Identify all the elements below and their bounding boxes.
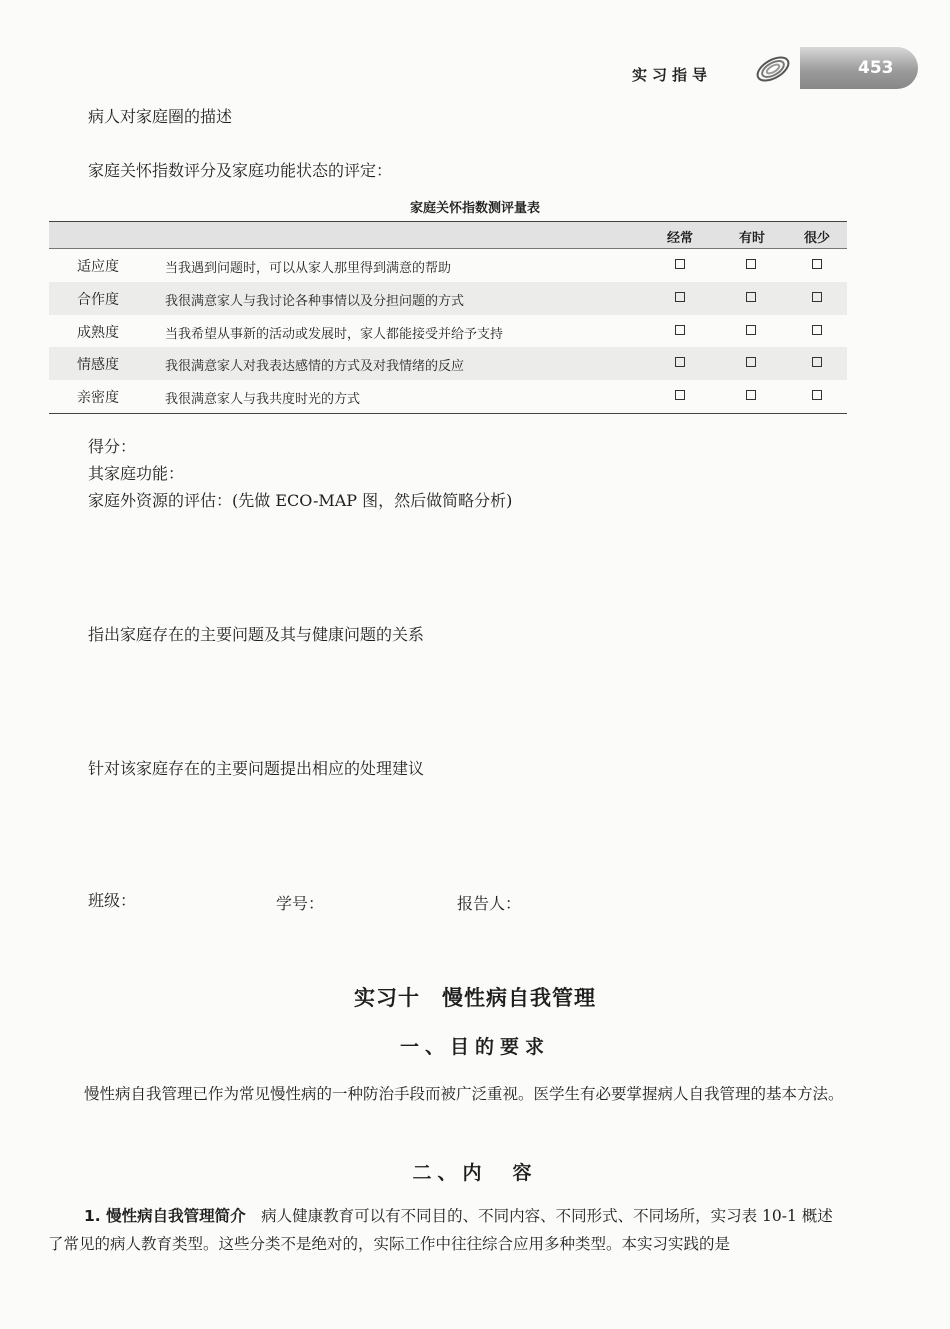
section-heading-objectives: 一、目的要求 — [399, 1036, 550, 1058]
reporter-label: 报告人： — [457, 894, 522, 913]
score-label: 得分： — [88, 437, 137, 456]
class-label: 班级： — [88, 891, 137, 910]
dimension-label: 成熟度 — [77, 324, 119, 341]
running-title: 实习指导 — [632, 66, 713, 84]
apgar-intro: 家庭关怀指数评分及家庭功能状态的评定： — [88, 161, 393, 180]
question-text: 我很满意家人对我表达感情的方式及对我情绪的反应 — [165, 359, 465, 375]
often-checkbox[interactable] — [675, 325, 685, 335]
question-text: 我很满意家人与我讨论各种事情以及分担问题的方式 — [165, 293, 465, 309]
dimension-label: 合作度 — [77, 291, 119, 308]
dimension-label: 适应度 — [77, 259, 119, 275]
often-checkbox[interactable] — [675, 259, 685, 269]
sometimes-checkbox[interactable] — [746, 325, 756, 335]
sometimes-checkbox[interactable] — [746, 390, 756, 400]
rarely-checkbox[interactable] — [812, 292, 822, 302]
rarely-checkbox[interactable] — [812, 357, 822, 367]
header-sometimes: 有时 — [738, 231, 765, 246]
content-text: 病人健康教育可以有不同目的、不同内容、不同形式、不同场所，实习表 10-1 概述了常见的病人教育类型。这些分类不是绝对的，实际工作中往往综合应用多种类型。本实习实践的是 — [48, 1207, 833, 1253]
header-often: 经常 — [666, 231, 693, 246]
table-row — [49, 380, 847, 413]
header-rarely: 很少 — [803, 231, 830, 246]
rarely-checkbox[interactable] — [812, 259, 822, 269]
main-problems-label: 指出家庭存在的主要问题及其与健康问题的关系 — [88, 625, 425, 644]
table-row — [49, 249, 847, 282]
family-function-label: 其家庭功能： — [88, 464, 185, 483]
section-heading-content: 二、内 容 — [412, 1162, 538, 1184]
sometimes-checkbox[interactable] — [746, 292, 756, 302]
student-id-label: 学号： — [276, 894, 325, 913]
external-resources-label: 家庭外资源的评估：(先做 ECO-MAP 图，然后做简略分析) — [88, 491, 513, 510]
often-checkbox[interactable] — [675, 292, 685, 302]
content-lead: 1. 慢性病自我管理简介 — [84, 1207, 246, 1225]
often-checkbox[interactable] — [675, 390, 685, 400]
question-text: 我很满意家人与我共度时光的方式 — [165, 392, 361, 408]
page-number: 453 — [858, 58, 894, 78]
question-text: 当我希望从事新的活动或发展时，家人都能接受并给予支持 — [165, 326, 504, 342]
objective-paragraph: 慢性病自我管理已作为常见慢性病的一种防治手段而被广泛重视。医学生有必要掌握病人自我管理的基本方法。 — [84, 1085, 844, 1103]
often-checkbox[interactable] — [675, 357, 685, 367]
rarely-checkbox[interactable] — [812, 325, 822, 335]
table-row — [49, 347, 847, 380]
family-circle-heading: 病人对家庭圈的描述 — [88, 107, 233, 126]
family-apgar-table — [49, 221, 847, 414]
dimension-label: 情感度 — [77, 357, 119, 374]
sometimes-checkbox[interactable] — [746, 357, 756, 367]
dimension-label: 亲密度 — [77, 390, 119, 407]
table-row — [49, 282, 847, 315]
suggestions-label: 针对该家庭存在的主要问题提出相应的处理建议 — [88, 759, 425, 778]
table-caption: 家庭关怀指数测评量表 — [409, 201, 540, 216]
swirl-logo-icon — [752, 48, 794, 90]
table-header-row — [49, 222, 847, 249]
content-paragraph — [48, 1202, 848, 1258]
chapter-title: 实习十 慢性病自我管理 — [354, 986, 596, 1010]
table-row — [49, 315, 847, 348]
sometimes-checkbox[interactable] — [746, 259, 756, 269]
question-text: 当我遇到问题时，可以从家人那里得到满意的帮助 — [165, 261, 452, 276]
rarely-checkbox[interactable] — [812, 390, 822, 400]
